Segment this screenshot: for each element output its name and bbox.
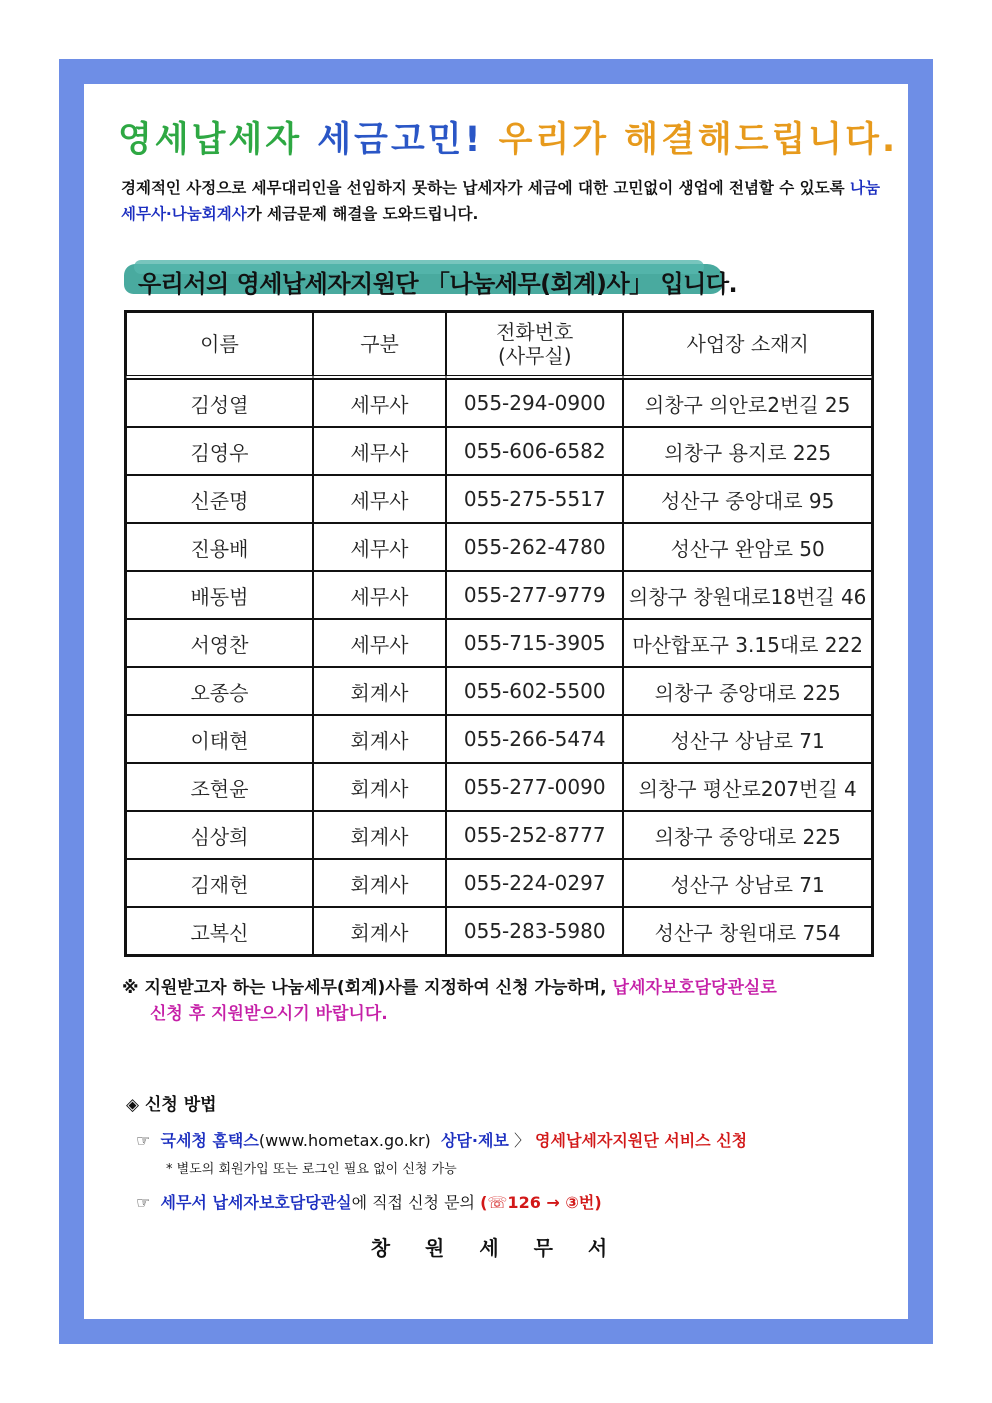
table-row xyxy=(126,667,872,715)
row-phone: 055-277-0090 xyxy=(446,763,623,811)
note-highlight-2: 신청 후 지원받으시기 바랍니다. xyxy=(150,1004,388,1024)
menu-separator: 〉 xyxy=(508,1131,536,1150)
row-phone: 055-275-5517 xyxy=(446,475,623,523)
header-type: 구분 xyxy=(313,312,446,379)
row-type: 세무사 xyxy=(313,475,446,523)
header-phone xyxy=(446,312,623,379)
table-row xyxy=(126,811,872,859)
pointing-hand-icon-2: ☞ xyxy=(136,1193,151,1212)
header-phone-line1: 전화번호 xyxy=(496,320,574,344)
hometax-label: 국세청 홈택스 xyxy=(160,1131,259,1150)
table-row xyxy=(126,523,872,571)
banner-text: 우리서의 영세납세자지원단 「나눔세무(회계)사」 입니다. xyxy=(138,270,738,298)
table-row xyxy=(126,763,872,811)
section-banner xyxy=(124,260,764,298)
table-row xyxy=(126,427,872,475)
row-address: 성산구 창원대로 754 xyxy=(623,907,872,955)
intro-highlight: 나눔세무사·나눔회계사 xyxy=(121,179,880,223)
advisor-table xyxy=(124,310,874,957)
row-type: 세무사 xyxy=(313,571,446,619)
header-phone-line2: (사무실) xyxy=(497,344,572,368)
row-phone: 055-277-9779 xyxy=(446,571,623,619)
row-name: 조현윤 xyxy=(126,763,313,811)
row-phone: 055-602-5500 xyxy=(446,667,623,715)
table-header-row xyxy=(126,312,872,379)
row-name: 이태현 xyxy=(126,715,313,763)
header-address: 사업장 소재지 xyxy=(623,312,872,379)
pointing-hand-icon: ☞ xyxy=(136,1131,151,1150)
row-name: 고복신 xyxy=(126,907,313,955)
hometax-url: (www.hometax.go.kr) xyxy=(258,1131,431,1150)
intro-paragraph xyxy=(121,175,881,227)
office-contact-text: 에 직접 신청 문의 xyxy=(351,1193,481,1212)
table-body xyxy=(126,379,872,955)
note-highlight-1: 납세자보호담당관실로 xyxy=(612,978,777,998)
row-phone: 055-283-5980 xyxy=(446,907,623,955)
table-row xyxy=(126,859,872,907)
row-name: 신준명 xyxy=(126,475,313,523)
row-address: 성산구 중앙대로 95 xyxy=(623,475,872,523)
row-name: 오종승 xyxy=(126,667,313,715)
row-address: 마산합포구 3.15대로 222 xyxy=(623,619,872,667)
row-address: 의창구 중앙대로 225 xyxy=(623,667,872,715)
intro-text-2: 가 세금문제 해결을 도와드립니다. xyxy=(246,205,479,223)
row-name: 서영찬 xyxy=(126,619,313,667)
page-title xyxy=(118,112,898,162)
row-type: 세무사 xyxy=(313,427,446,475)
phone-number-note: (☏126 → ③번) xyxy=(480,1193,602,1212)
row-address: 의창구 용지로 225 xyxy=(623,427,872,475)
row-name: 배동범 xyxy=(126,571,313,619)
row-address: 성산구 완암로 50 xyxy=(623,523,872,571)
row-address: 의창구 창원대로18번길 46 xyxy=(623,571,872,619)
apply-method-office xyxy=(136,1190,602,1213)
row-type: 세무사 xyxy=(313,379,446,427)
row-address: 의창구 중앙대로 225 xyxy=(623,811,872,859)
row-name: 심상희 xyxy=(126,811,313,859)
title-part-1: 영세납세자 xyxy=(118,120,318,160)
table-row xyxy=(126,715,872,763)
row-type: 회계사 xyxy=(313,859,446,907)
row-name: 김영우 xyxy=(126,427,313,475)
row-phone: 055-262-4780 xyxy=(446,523,623,571)
row-phone: 055-252-8777 xyxy=(446,811,623,859)
note-paragraph xyxy=(122,975,882,1027)
office-name: 창 원 세 무 서 xyxy=(370,1236,622,1260)
row-phone: 055-606-6582 xyxy=(446,427,623,475)
intro-text-1: 경제적인 사정으로 세무대리인을 선임하지 못하는 납세자가 세금에 대한 고민없이 생업에 전념할 수 있도록 xyxy=(121,179,850,197)
note-text: 지원받고자 하는 나눔세무(회계)사를 지정하여 신청 가능하며, xyxy=(138,978,613,998)
row-type: 회계사 xyxy=(313,667,446,715)
office-contact-label: 세무서 납세자보호담당관실 xyxy=(160,1193,352,1212)
row-type: 회계사 xyxy=(313,907,446,955)
title-part-2: 세금고민! xyxy=(317,120,499,160)
row-address: 성산구 상남로 71 xyxy=(623,859,872,907)
consult-menu-label: 상담·제보 xyxy=(440,1131,509,1150)
row-type: 회계사 xyxy=(313,763,446,811)
row-type: 회계사 xyxy=(313,715,446,763)
row-address: 성산구 상남로 71 xyxy=(623,715,872,763)
header-name: 이름 xyxy=(126,312,313,379)
row-phone: 055-294-0900 xyxy=(446,379,623,427)
row-name: 김재헌 xyxy=(126,859,313,907)
table-row xyxy=(126,907,872,955)
apply-method-hometax xyxy=(136,1128,747,1151)
row-name: 진용배 xyxy=(126,523,313,571)
table-row xyxy=(126,475,872,523)
row-phone: 055-266-5474 xyxy=(446,715,623,763)
row-type: 회계사 xyxy=(313,811,446,859)
row-address: 의창구 의안로2번길 25 xyxy=(623,379,872,427)
row-phone: 055-224-0297 xyxy=(446,859,623,907)
how-to-apply-heading: ◈ 신청 방법 xyxy=(126,1095,217,1115)
service-apply-label: 영세납세자지원단 서비스 신청 xyxy=(535,1131,748,1150)
table-row xyxy=(126,619,872,667)
row-name: 김성열 xyxy=(126,379,313,427)
table-row xyxy=(126,571,872,619)
row-phone: 055-715-3905 xyxy=(446,619,623,667)
apply-sub-note: * 별도의 회원가입 또는 로그인 필요 없이 신청 가능 xyxy=(166,1162,457,1177)
title-part-3: 우리가 해결해드립니다. xyxy=(498,120,899,160)
table-row xyxy=(126,379,872,427)
row-type: 세무사 xyxy=(313,619,446,667)
row-type: 세무사 xyxy=(313,523,446,571)
row-address: 의창구 평산로207번길 4 xyxy=(623,763,872,811)
note-mark: ※ xyxy=(122,978,139,998)
